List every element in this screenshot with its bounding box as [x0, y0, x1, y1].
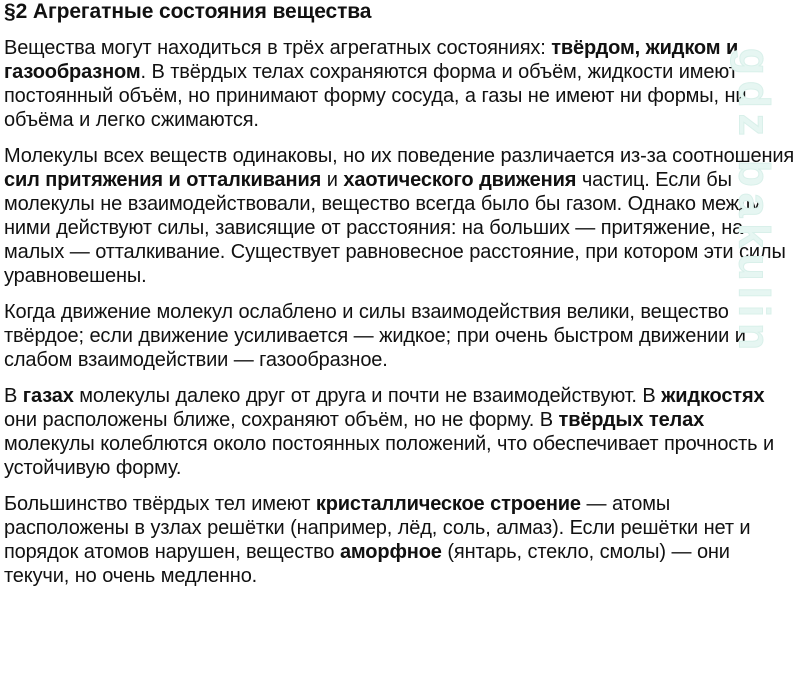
paragraph-text: Вещества могут находиться в трёх агрегатных состояниях:	[4, 37, 552, 59]
term-gases: газах	[22, 385, 74, 407]
paragraph-text: молекулы далеко друг от друга и почти не взаимодействуют. В	[73, 385, 662, 407]
term-crystalline: кристаллическое строение	[315, 493, 581, 515]
paragraph-text: — атомы расположены в узлах решётки (например, лёд, соль, алмаз). Если решётки нет и порядок атомов нарушен, вещество	[4, 493, 751, 563]
paragraph-text: (янтарь, стекло, смолы) — они текучи, но очень медленно.	[4, 541, 730, 587]
paragraph-text: молекулы колеблются около постоянных положений, что обеспечивает прочность и устойчивую форму.	[4, 433, 775, 479]
paragraph-state-structure	[4, 384, 796, 480]
paragraph-molecular-forces	[4, 144, 796, 288]
paragraph-text: и	[321, 169, 344, 191]
term-liquids: жидкостях	[661, 385, 765, 407]
paragraph-text: частиц. Если бы молекулы не взаимодействовали, вещество всегда было бы газом. Однако между ними действуют силы, зависящие от расстояния: на больших — притяжение, на малых — отталкивание. Существует равновесное расстояние, при котором эти силы уравновешены.	[4, 169, 786, 287]
paragraph-text: Молекулы всех веществ одинаковы, но их поведение различается из-за соотношения	[4, 145, 795, 167]
term-attraction-repulsion: сил притяжения и отталкивания	[4, 169, 322, 191]
watermark-text: gdz bakulin	[729, 48, 779, 356]
paragraph-text: Большинство твёрдых тел имеют	[4, 493, 316, 515]
term-solids: твёрдых телах	[558, 409, 705, 431]
term-chaotic-motion: хаотического движения	[343, 169, 577, 191]
paragraph-text: они расположены ближе, сохраняют объём, но не форму. В	[4, 409, 559, 431]
paragraph-aggregate-states	[4, 36, 796, 132]
paragraph-state-conditions	[4, 300, 796, 372]
paragraph-text: Когда движение молекул ослаблено и силы взаимодействия велики, вещество твёрдое; если движение усиливается — жидкое; при очень быстром движении и слабом взаимодействии — газообразное.	[4, 301, 746, 371]
paragraph-text: . В твёрдых телах сохраняются форма и объём, жидкости имеют постоянный объём, но принимают форму сосуда, а газы не имеют ни формы, ни объёма и легко сжимаются.	[4, 61, 747, 131]
paragraph-crystal-amorphous	[4, 492, 796, 588]
paragraph-text: В	[4, 385, 23, 407]
term-three-states: твёрдом, жидком и газообразном	[4, 37, 739, 83]
term-amorphous: аморфное	[339, 541, 442, 563]
section-title: §2 Агрегатные состояния вещества	[4, 0, 372, 23]
